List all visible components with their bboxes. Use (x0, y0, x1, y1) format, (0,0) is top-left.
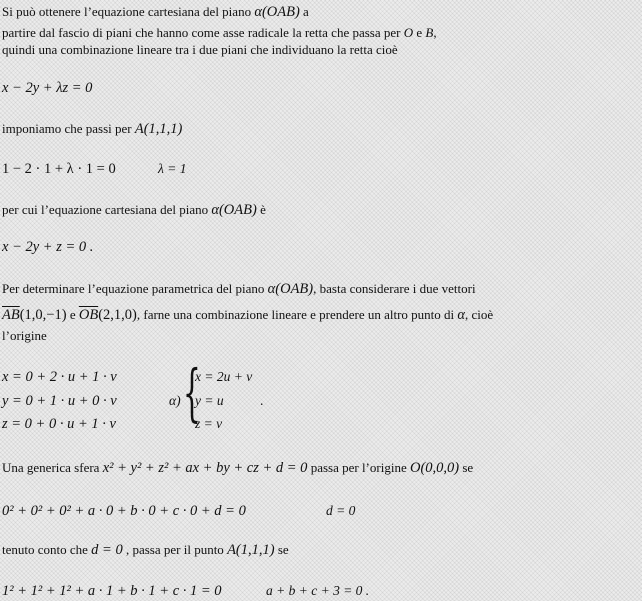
text-line-6: Per determinare l’equazione parametrica del piano α(OAB), basta considerare i due vettori (2, 281, 476, 297)
equation-abc-result: a + b + c + 3 = 0 . (266, 583, 370, 598)
brace-icon: { (183, 356, 201, 429)
math-b: B (425, 25, 434, 40)
text-line-5: per cui l’equazione cartesiana del piano α(OAB) è (2, 202, 266, 218)
system-alpha-label: α) (169, 393, 181, 408)
equation-lambda-result: λ = 1 (158, 161, 187, 176)
equation-lambda: 1 − 2 · 1 + λ · 1 = 0 (2, 161, 116, 177)
system-period: . (260, 393, 264, 408)
system-right-x: x = 2u + v (195, 369, 253, 384)
equation-pencil: x − 2y + λz = 0 (2, 80, 93, 96)
text-line-10: tenuto conto che d = 0 , passa per il punto A(1,1,1) se (2, 542, 289, 558)
equation-d: 0² + 0² + 0² + a · 0 + b · 0 + c · 0 + d = 0 (2, 503, 246, 519)
math-alpha-oab-3: α(OAB) (267, 281, 314, 297)
math-alpha: α (457, 307, 466, 323)
text-line-3: quindi una combinazione lineare tra i due piani che individuano la retta cioè (2, 42, 398, 57)
math-point-a: A(1,1,1) (134, 121, 183, 137)
text-line-1: Si può ottenere l’equazione cartesiana del piano α(OAB) a (2, 4, 309, 20)
math-d-zero: d = 0 (91, 542, 123, 558)
text-line-4: imponiamo che passi per A(1,1,1) (2, 121, 183, 137)
equation-d-result: d = 0 (326, 503, 356, 518)
system-left-y: y = 0 + 1 · u + 0 · v (2, 393, 117, 409)
math-sphere: x² + y² + z² + ax + by + cz + d = 0 (102, 460, 308, 476)
vector-ob: $\overline{OB}$ (78, 307, 99, 323)
math-point-a-2: A(1,1,1) (227, 542, 275, 558)
math-o: O (403, 25, 414, 40)
text-line-7: $\overline{AB}(1,0,-1)$ e $\overline{OB}(2,1,0)$, farne una combinazione lineare e prendere un altro punto di α, cioè (2, 307, 494, 323)
text-line-2: partire dal fascio di piani che hanno come asse radicale la retta che passa per O e B, (2, 25, 437, 40)
vector-ab: $\overline{AB}$ (2, 307, 20, 323)
math-alpha-oab-2: α(OAB) (211, 202, 257, 218)
math-origin: O(0,0,0) (409, 460, 460, 476)
system-right-y: y = u (195, 393, 224, 408)
system-left-x: x = 0 + 2 · u + 1 · v (2, 369, 117, 385)
equation-abc: 1² + 1² + 1² + a · 1 + b · 1 + c · 1 = 0 (2, 583, 222, 599)
system-right-z: z = v (195, 416, 223, 431)
text-line-9: Una generica sfera x² + y² + z² + ax + by + cz + d = 0 passa per l’origine O(0,0,0) se (2, 460, 474, 476)
equation-plane: x − 2y + z = 0 . (2, 239, 94, 255)
text-line-8: l’origine (2, 328, 47, 343)
math-alpha-oab: α(OAB) (254, 4, 300, 20)
system-left-z: z = 0 + 0 · u + 1 · v (2, 416, 116, 432)
